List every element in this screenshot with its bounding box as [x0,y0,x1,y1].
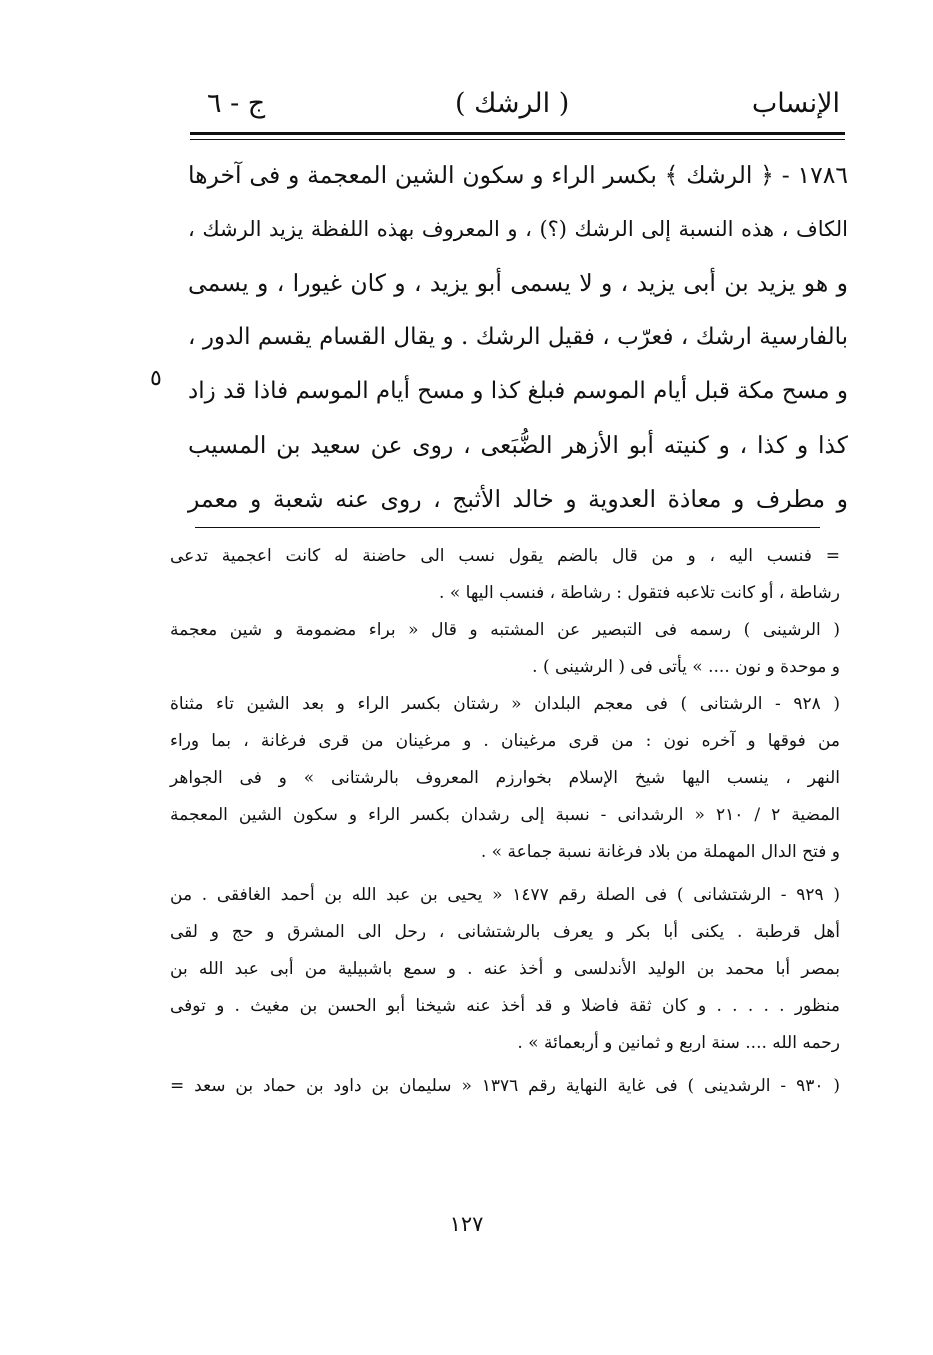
header-rule-thick [190,132,845,135]
footnote-line: أهل قرطبة . يكنى أبا بكر و يعرف بالرشتشانى ، رحل الى المشرق و حج و لقى [170,922,840,942]
footnote-line: و فتح الدال المهملة من بلاد فرغانة نسبة جماعة » . [480,842,840,862]
footnote-line: المضية ٢ / ٢١٠ « الرشدانى - نسبة إلى رشدان بكسر الراء و سكون الشين المعجمة [170,805,840,825]
footnote-line: ( ٩٣٠ - الرشدينى ) فى غاية النهاية رقم ١٣٧٦ « سليمان بن داود بن حماد بن سعد = [170,1076,840,1096]
footnote-line: رحمه الله .... سنة اربع و ثمانين و أربعمائة » . [517,1033,840,1053]
main-text-line: و مطرف و معاذة العدوية و خالد الأثبج ، روى عنه شعبة و معمر [188,485,848,513]
footnote-line: رشاطة ، أو كانت تلاعبه فتقول : رشاطة ، فنسب اليها » . [439,583,840,603]
header-book-title: الإنساب [751,88,840,119]
margin-line-number: ٥ [150,366,162,391]
footnote-line: منظور . . . . . و كان ثقة فاضلا و قد أخذ عنه شيخنا أبو الحسن بن مغيث . و توفى [170,996,840,1016]
footnote-line: = فنسب اليه ، و من قال بالضم يقول نسب الى حاضنة له كانت اعجمية تدعى [170,546,840,566]
footnote-separator [195,527,820,528]
main-text-line: و مسح مكة قبل أيام الموسم فبلغ كذا و مسح أيام الموسم فاذا قد زاد [188,378,848,404]
footnote-line: ( ٩٢٩ - الرشتشانى ) فى الصلة رقم ١٤٧٧ « يحيى بن عبد الله بن أحمد الغافقى . من [170,885,840,905]
footnote-line: من فوقها و آخره نون : من قرى مرغينان . و مرغينان من قرى فرغانة ، بما وراء [170,731,840,751]
main-text-line: و هو يزيد بن أبى يزيد ، و لا يسمى أبو يزيد ، و كان غيورا ، و يسمى [188,269,848,297]
header-rule-thin [190,139,845,140]
footnotes [170,538,840,1105]
footnote-line: بمصر أبا محمد بن الوليد الأندلسى و أخذ عنه . و سمع باشبيلية من أبى عبد الله بن [170,959,840,979]
footnote-line: ( الرشينى ) رسمه فى التبصير عن المشتبه و قال « براء مضمومة و شين معجمة [170,620,840,640]
main-text-line: كذا و كذا ، و كنيته أبو الأزهر الضُّبَعى ، روى عن سعيد بن المسيب [188,431,848,459]
footnote-line: و موحدة و نون .... » يأتى فى ( الرشينى ) . [532,657,840,677]
main-text [188,148,848,526]
main-text-line: بالفارسية ارشك ، فعرّب ، فقيل الرشك . و يقال القسام يقسم الدور ، [188,324,848,350]
page-number: ١٢٧ [449,1212,484,1236]
footnote-line: النهر ، ينسب اليها شيخ الإسلام بخوارزم المعروف بالرشتانى » و فى الجواهر [170,768,840,788]
main-text-line: ١٧٨٦ - ﴿ الرشك ﴾ بكسر الراء و سكون الشين المعجمة و فى آخرها [188,161,848,189]
footnote-line: ( ٩٢٨ - الرشتانى ) فى معجم البلدان « رشتان بكسر الراء و بعد الشين تاء مثناة [170,694,840,714]
running-header [195,82,840,126]
header-entry-title: ( الرشك ) [455,88,570,119]
main-text-line: الكاف ، هذه النسبة إلى الرشك (؟) ، و المعروف بهذه اللفظة يزيد الرشك ، [188,217,848,241]
header-volume: ج - ٦ [207,88,266,119]
